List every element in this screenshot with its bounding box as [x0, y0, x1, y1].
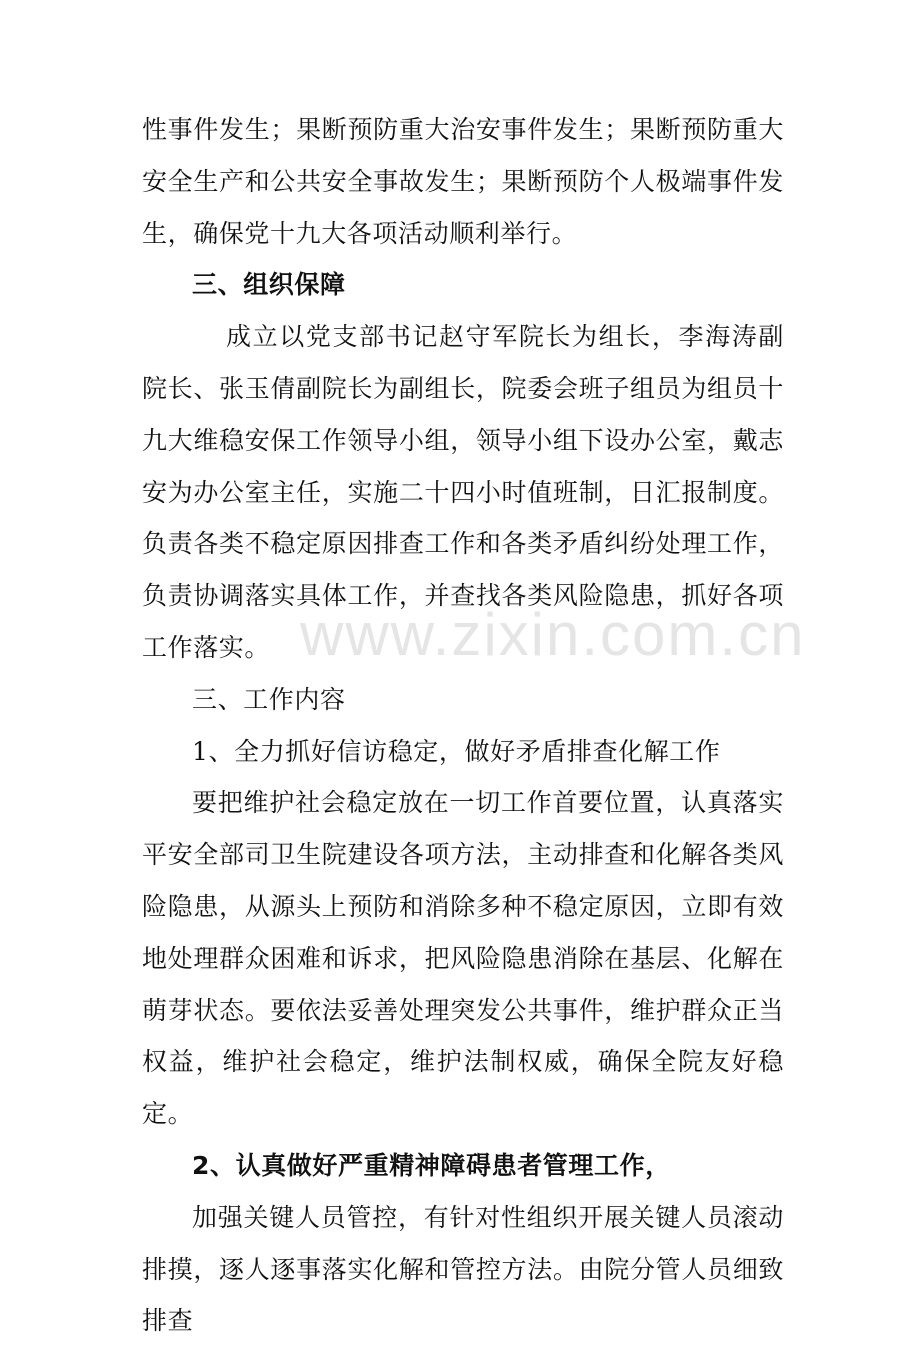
paragraph-continuation: 性事件发生；果断预防重大治安事件发生；果断预防重大安全生产和公共安全事故发生；果断预防个人极端事件发生，确保党十九大各项活动顺利举行。	[142, 115, 784, 248]
subheading-mental-disorder-management: 2、认真做好严重精神障碍患者管理工作，	[192, 1150, 671, 1180]
paragraph-organization: 成立以党支部书记赵守军院长为组长，李海涛副院长、张玉倩副院长为副组长，院委会班子组员为组员十九大维稳安保工作领导小组，领导小组下设办公室，戴志安为办公室主任，实施二十四小时值班制，日汇报制度。负责各类不稳定原因排查工作和各类矛盾纠纷处理工作，负责协调落实具体工作，并查找各类风险隐患，抓好各项工作落实。	[142, 322, 784, 662]
document-body	[142, 104, 784, 1347]
paragraph-stability: 要把维护社会稳定放在一切工作首要位置，认真落实平安全部司卫生院建设各项方法，主动排查和化解各类风险隐患，从源头上预防和消除多种不稳定原因，立即有效地处理群众困难和诉求，把风险隐患消除在基层、化解在萌芽状态。要依法妥善处理突发公共事件，维护群众正当权益，维护社会稳定，维护法制权威，确保全院友好稳定。	[142, 788, 784, 1129]
subheading-petition-stability: 1、全力抓好信访稳定，做好矛盾排查化解工作	[192, 736, 721, 766]
watermark-text: www.zixin.com.cn	[300, 601, 806, 668]
paragraph-key-personnel: 加强关键人员管控，有针对性组织开展关键人员滚动排摸，逐人逐事落实化解和管控方法。由院分管人员细致排查	[142, 1202, 784, 1336]
section-heading-organization: 三、组织保障	[192, 270, 346, 300]
section-heading-work-content: 三、工作内容	[192, 684, 346, 714]
